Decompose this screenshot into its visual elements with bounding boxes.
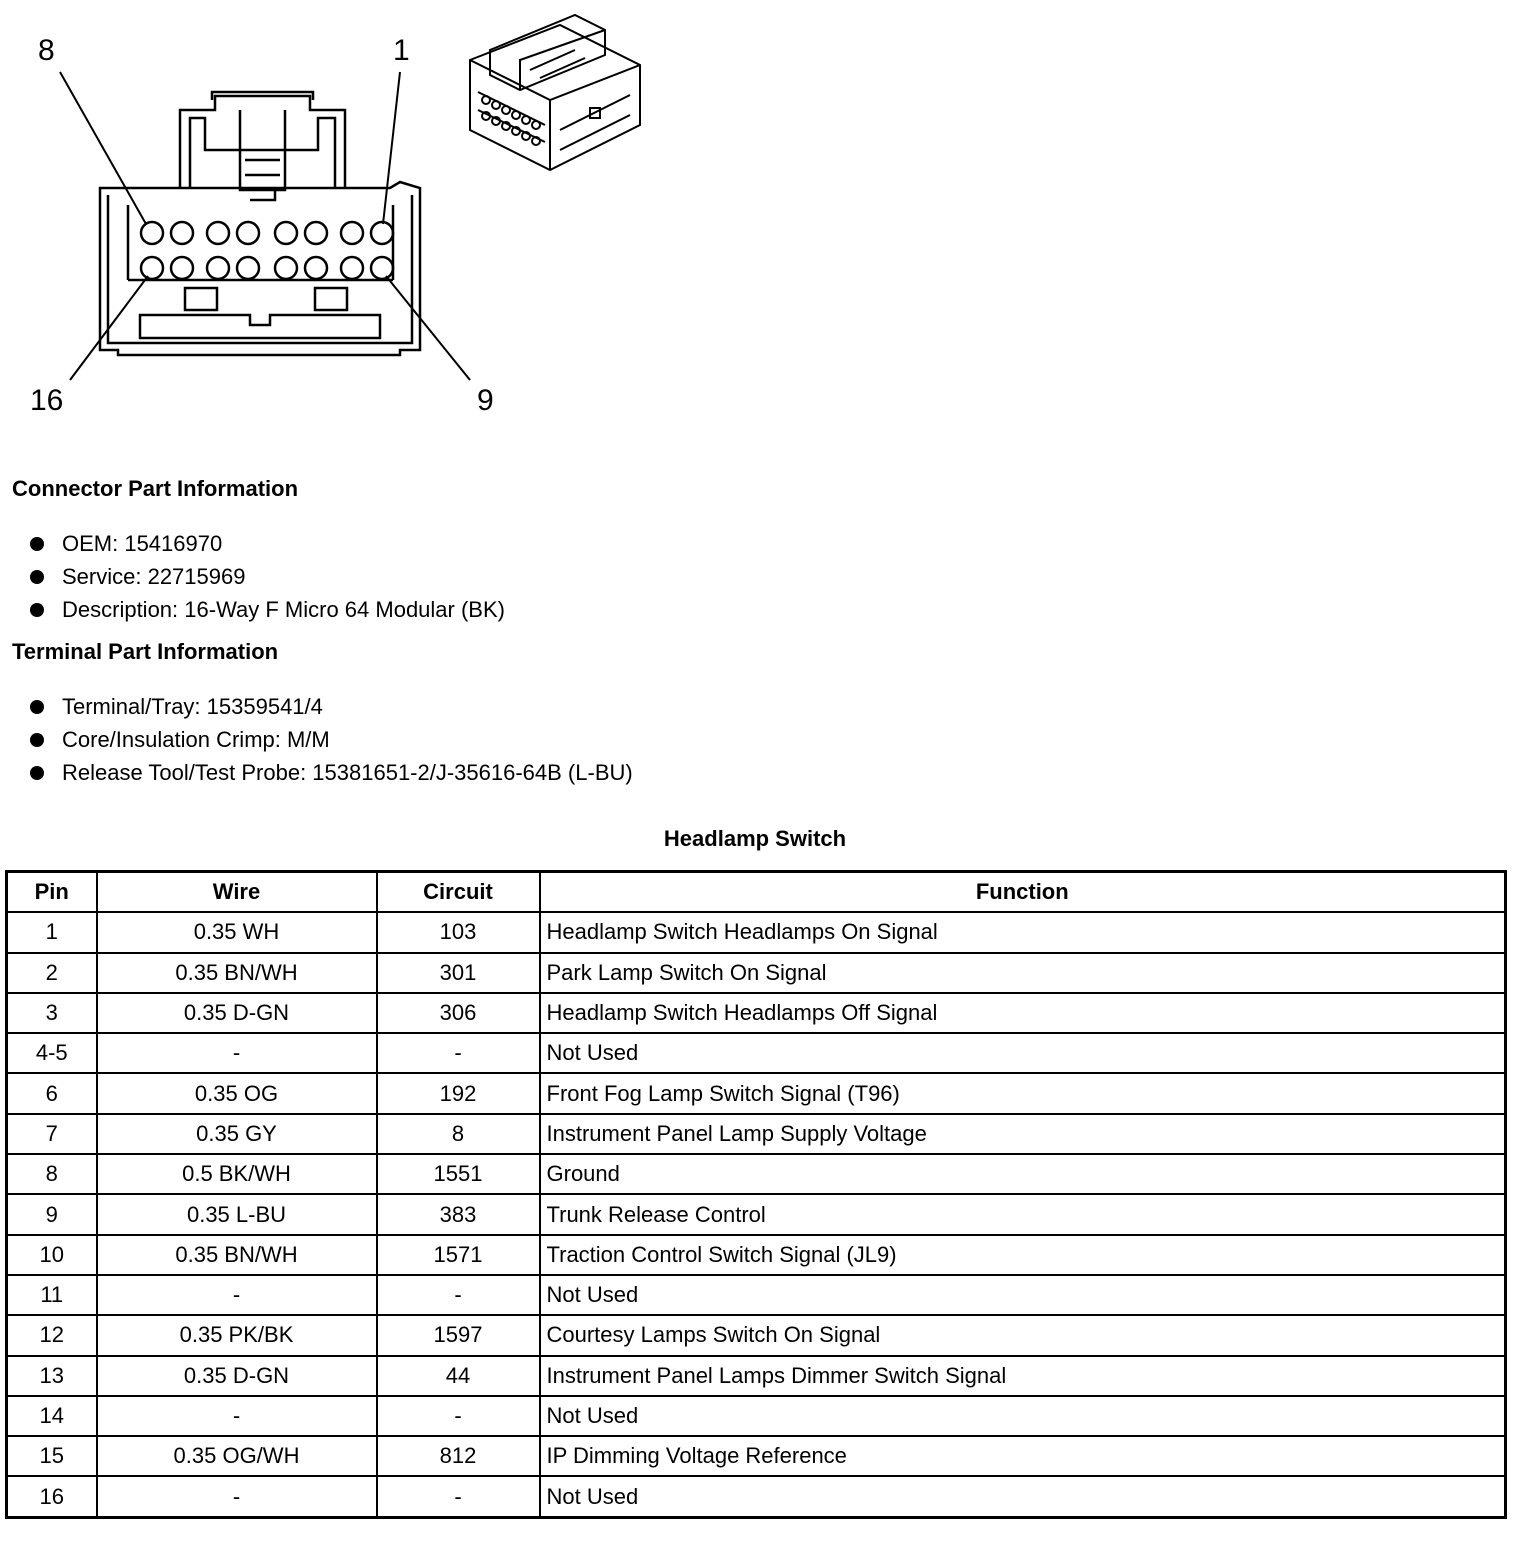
pin-cell: 4-5 [7,1033,97,1073]
table-header-row [7,872,1506,913]
list-item: Terminal/Tray: 15359541/4 [30,690,633,723]
circuit-cell: 192 [377,1073,540,1113]
pin-cell: 8 [7,1154,97,1194]
table-row [7,912,1506,952]
header-function: Function [540,872,1506,913]
pin-cell: 15 [7,1436,97,1476]
connector-info-heading: Connector Part Information [12,476,299,501]
connector-info-list [30,527,505,626]
pin-leader-lines [60,72,470,380]
pin-cell: 16 [7,1476,97,1517]
table-row [7,993,1506,1033]
function-cell: Not Used [540,1396,1506,1436]
wire-cell: 0.35 D-GN [97,1356,377,1396]
function-cell: Courtesy Lamps Switch On Signal [540,1315,1506,1355]
wire-cell: 0.35 GY [97,1114,377,1154]
terminal-info-heading: Terminal Part Information [12,639,279,664]
connector-isometric-drawing [470,15,640,170]
function-cell: IP Dimming Voltage Reference [540,1436,1506,1476]
table-row [7,1315,1506,1355]
bullet-icon [30,733,44,747]
function-cell: Not Used [540,1033,1506,1073]
function-cell: Headlamp Switch Headlamps On Signal [540,912,1506,952]
circuit-cell: - [377,1396,540,1436]
wire-cell: - [97,1033,377,1073]
function-cell: Traction Control Switch Signal (JL9) [540,1235,1506,1275]
pin-cell: 11 [7,1275,97,1315]
connector-diagram [0,0,700,430]
table-row [7,1275,1506,1315]
function-cell: Not Used [540,1476,1506,1517]
pin-cell: 3 [7,993,97,1033]
wire-cell: 0.35 OG/WH [97,1436,377,1476]
bullet-icon [30,537,44,551]
wire-cell: 0.35 OG [97,1073,377,1113]
bullet-icon [30,603,44,617]
pin-cell: 7 [7,1114,97,1154]
pin-cell: 1 [7,912,97,952]
table-title: Headlamp Switch [663,826,847,851]
table-row [7,1033,1506,1073]
list-item: OEM: 15416970 [30,527,505,560]
function-cell: Ground [540,1154,1506,1194]
wire-cell: 0.35 PK/BK [97,1315,377,1355]
wire-cell: - [97,1476,377,1517]
function-cell: Instrument Panel Lamps Dimmer Switch Signal [540,1356,1506,1396]
wire-cell: 0.5 BK/WH [97,1154,377,1194]
circuit-cell: - [377,1476,540,1517]
terminal-info-list [30,690,633,789]
circuit-cell: 1571 [377,1235,540,1275]
bullet-icon [30,570,44,584]
wire-cell: 0.35 D-GN [97,993,377,1033]
list-item: Description: 16-Way F Micro 64 Modular (BK) [30,593,505,626]
pin-label-9: 9 [477,384,494,417]
bullet-icon [30,700,44,714]
list-item: Service: 22715969 [30,560,505,593]
list-item: Release Tool/Test Probe: 15381651-2/J-35616-64B (L-BU) [30,756,633,789]
wire-cell: - [97,1275,377,1315]
table-row [7,1114,1506,1154]
list-item: Core/Insulation Crimp: M/M [30,723,633,756]
pin-cell: 13 [7,1356,97,1396]
circuit-cell: 306 [377,993,540,1033]
function-cell: Front Fog Lamp Switch Signal (T96) [540,1073,1506,1113]
table-row [7,1194,1506,1234]
wire-cell: 0.35 L-BU [97,1194,377,1234]
header-circuit: Circuit [377,872,540,913]
table-row [7,1436,1506,1476]
wire-cell: 0.35 BN/WH [97,953,377,993]
circuit-cell: - [377,1275,540,1315]
table-row [7,1476,1506,1517]
pinout-table [5,870,1507,1519]
function-cell: Park Lamp Switch On Signal [540,953,1506,993]
pin-label-1: 1 [393,34,410,67]
terminal-cavities [141,222,393,279]
table-row [7,953,1506,993]
function-cell: Instrument Panel Lamp Supply Voltage [540,1114,1506,1154]
wire-cell: - [97,1396,377,1436]
table-row [7,1396,1506,1436]
pin-cell: 6 [7,1073,97,1113]
table-row [7,1073,1506,1113]
circuit-cell: 1551 [377,1154,540,1194]
header-pin: Pin [7,872,97,913]
pin-cell: 14 [7,1396,97,1436]
wire-cell: 0.35 WH [97,912,377,952]
table-row [7,1235,1506,1275]
pin-label-8: 8 [38,34,55,67]
circuit-cell: - [377,1033,540,1073]
bullet-icon [30,766,44,780]
circuit-cell: 812 [377,1436,540,1476]
circuit-cell: 383 [377,1194,540,1234]
table-row [7,1356,1506,1396]
circuit-cell: 103 [377,912,540,952]
function-cell: Trunk Release Control [540,1194,1506,1234]
table-row [7,1154,1506,1194]
pin-cell: 9 [7,1194,97,1234]
circuit-cell: 301 [377,953,540,993]
wire-cell: 0.35 BN/WH [97,1235,377,1275]
pin-label-16: 16 [30,384,64,417]
pin-cell: 10 [7,1235,97,1275]
pin-cell: 12 [7,1315,97,1355]
circuit-cell: 8 [377,1114,540,1154]
pin-cell: 2 [7,953,97,993]
circuit-cell: 44 [377,1356,540,1396]
function-cell: Not Used [540,1275,1506,1315]
header-wire: Wire [97,872,377,913]
function-cell: Headlamp Switch Headlamps Off Signal [540,993,1506,1033]
circuit-cell: 1597 [377,1315,540,1355]
